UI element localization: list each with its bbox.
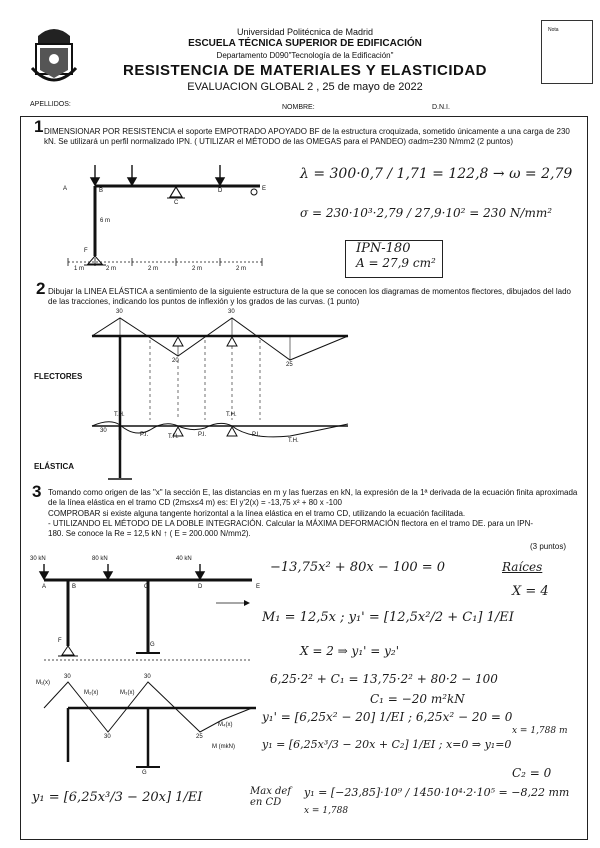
q3-hand-xval: x = 1,788 [304, 806, 349, 816]
q3-moment-unit: M (mkN) [212, 744, 235, 750]
q3-statement-2: COMPROBAR si existe alguna tangente horizontal a la línea elástica en el tramo CD, utilizando la ecuación facilitada. [48, 509, 466, 518]
q3-node-g: G [150, 642, 155, 648]
q2-mark-th-1: T.H. [114, 412, 125, 418]
q2-value-1: 30 [116, 309, 123, 315]
q3-hand-equation: −13,75x² + 80x − 100 = 0 [270, 560, 446, 575]
q3-node-d: D [198, 584, 203, 590]
q2-mark-pi-2: P.I. [198, 432, 207, 438]
q1-hand-slenderness: λ = 300·0,7 / 1,71 = 122,8 → ω = 2,79 [300, 166, 573, 182]
q3-hand-x2: X = 2 ⇒ y₁' = y₂' [300, 644, 400, 658]
q1-node-e: E [262, 186, 267, 192]
q2-mark-th-2: T.H. [168, 434, 179, 440]
q3-load-2: 80 kN [92, 556, 108, 562]
nombre-label: NOMBRE: [282, 104, 315, 111]
q1-dim-1: 1 m [74, 266, 85, 272]
q3-node-f: F [58, 638, 62, 644]
q1-node-f: F [84, 248, 88, 254]
q3-moment-m2: M₂(x) [84, 690, 99, 696]
dni-label: D.N.I. [432, 104, 450, 111]
q2-flectores-label: FLECTORES [34, 372, 83, 381]
university-name: Universidad Politécnica de Madrid [236, 27, 374, 37]
q2-mark-pi-3: P.I. [252, 432, 261, 438]
q3-moment-m3: M₃(x) [120, 690, 135, 696]
q2-value-4: 25 [286, 362, 293, 368]
q3-hand-x1788: x = 1,788 m [512, 726, 568, 736]
q3-moment-value-1: 30 [64, 674, 71, 680]
q3-node-a: A [42, 584, 47, 590]
q1-dim-3: 2 m [148, 266, 159, 272]
q3-moment-value-4: 25 [196, 734, 203, 740]
q1-dim-4: 2 m [192, 266, 203, 272]
q3-hand-result: y₁ = [−23,85]·10⁹ / 1450·10⁴·2·10⁵ = −8,22 mm [304, 786, 570, 799]
q3-load-3: 40 kN [176, 556, 192, 562]
q3-statement-3: - UTILIZANDO EL MÉTODO DE LA DOBLE INTEGRACIÓN. Calcular la MÁXIMA DEFORMACIÓN flectora en el tramo DE. para un IPN-180. Se conoce la Re = 12,5 kN ↑ ( E = 200.000 N/mm2). [48, 519, 534, 538]
q3-hand-maxdef: Max def en CD [250, 786, 292, 808]
q1-answer-profile: IPN-180 [356, 241, 411, 256]
q3-moment-m1: M₁(x) [36, 680, 51, 686]
department-name: Departamento D090"Tecnología de la Edificación" [216, 51, 394, 60]
q1-node-a: A [63, 186, 68, 192]
q3-hand-y1p: y₁' = [6,25x² − 20] 1/EI ; 6,25x² − 20 = 0 [262, 710, 513, 724]
q2-value-5: 30 [100, 428, 107, 434]
q1-dim-2: 2 m [106, 266, 117, 272]
q2-mark-pi-1: P.I. [140, 432, 149, 438]
q1-dim-5: 2 m [236, 266, 247, 272]
grade-box-label: Nota [548, 27, 559, 33]
q3-number: 3 [32, 482, 42, 501]
school-name: ESCUELA TÉCNICA SUPERIOR DE EDIFICACIÓN [188, 38, 422, 49]
q3-statement-1: Tomando como origen de las "x" la sección E, las distancias en m y las fuerzas en kN, la expresión de la 1ª derivada de la ecuación finita aproximada de la línea elástica en el tramo CD (2m≤x≤4 m) es: El y'2(x) = -13,75 x² + 80 x -100 [48, 488, 578, 507]
q1-node-c: C [174, 200, 179, 206]
q3-node-e: E [256, 584, 261, 590]
q1-answer-area: A = 27,9 cm² [356, 256, 436, 270]
q2-elastica-label: ELÁSTICA [34, 462, 74, 471]
q2-mark-th-4: T.H. [288, 438, 299, 444]
q3-node-b: B [72, 584, 77, 590]
q1-column-length: 6 m [100, 218, 111, 224]
exam-title: EVALUACION GLOBAL 2 , 25 de mayo de 2022 [187, 81, 423, 93]
q3-hand-c2: C₂ = 0 [512, 766, 552, 780]
q3-hand-m1: M₁ = 12,5x ; y₁' = [12,5x²/2 + C₁] 1/EI [262, 610, 514, 625]
q1-hand-stress: σ = 230·10³·2,79 / 27,9·10² = 230 N/mm² [300, 206, 553, 220]
q1-number: 1 [34, 117, 44, 136]
q1-node-b: B [99, 188, 104, 194]
q3-hand-yfinal: y₁ = [6,25x³/3 − 20x] 1/EI [32, 790, 203, 805]
apellidos-label: APELLIDOS: [30, 101, 71, 108]
subject-title: RESISTENCIA DE MATERIALES Y ELASTICIDAD [123, 62, 487, 79]
q1-statement: DIMENSIONAR POR RESISTENCIA el soporte EMPOTRADO APOYADO BF de la estructura croquizada, sometido únicamente a una carga de 230 kN. Se utilizará un perfil normalizado IPN. ( UTILIZAR el MÉTODO de las OMEGAS para el PANDEO) σadm=230 N/mm2 (2 puntos) [44, 127, 570, 146]
q3-node-g-lower: G [142, 770, 147, 776]
q2-value-3: 30 [228, 309, 235, 315]
q1-node-d: D [218, 188, 223, 194]
q2-statement: Dibujar la LINEA ELÁSTICA a sentimiento de la siguiente estructura de la que se conocen los diagramas de momentos flectores, dibujados del lado de las tracciones, indicando los puntos de inflexión y los grados de las curvas. (1 punto) [48, 287, 571, 306]
q3-points: (3 puntos) [530, 542, 567, 551]
q3-hand-x4: X = 4 [512, 584, 549, 599]
q3-node-c: C [144, 584, 149, 590]
q2-number: 2 [36, 279, 46, 298]
q3-hand-raices: Raíces [502, 560, 543, 574]
q3-hand-y1: y₁ = [6,25x³/3 − 20x + C₂] 1/EI ; x=0 ⇒ y₁=0 [262, 738, 512, 751]
q3-hand-eq: 6,25·2² + C₁ = 13,75·2² + 80·2 − 100 [270, 672, 498, 686]
q3-moment-value-3: 30 [144, 674, 151, 680]
q3-moment-m4: M₄(x) [218, 722, 233, 728]
q2-mark-th-3: T.H. [226, 412, 237, 418]
q3-moment-value-2: 30 [104, 734, 111, 740]
q2-value-2: 20 [172, 358, 179, 364]
q3-hand-c1: C₁ = −20 m²kN [370, 692, 465, 706]
q3-load-1: 30 kN [30, 556, 46, 562]
